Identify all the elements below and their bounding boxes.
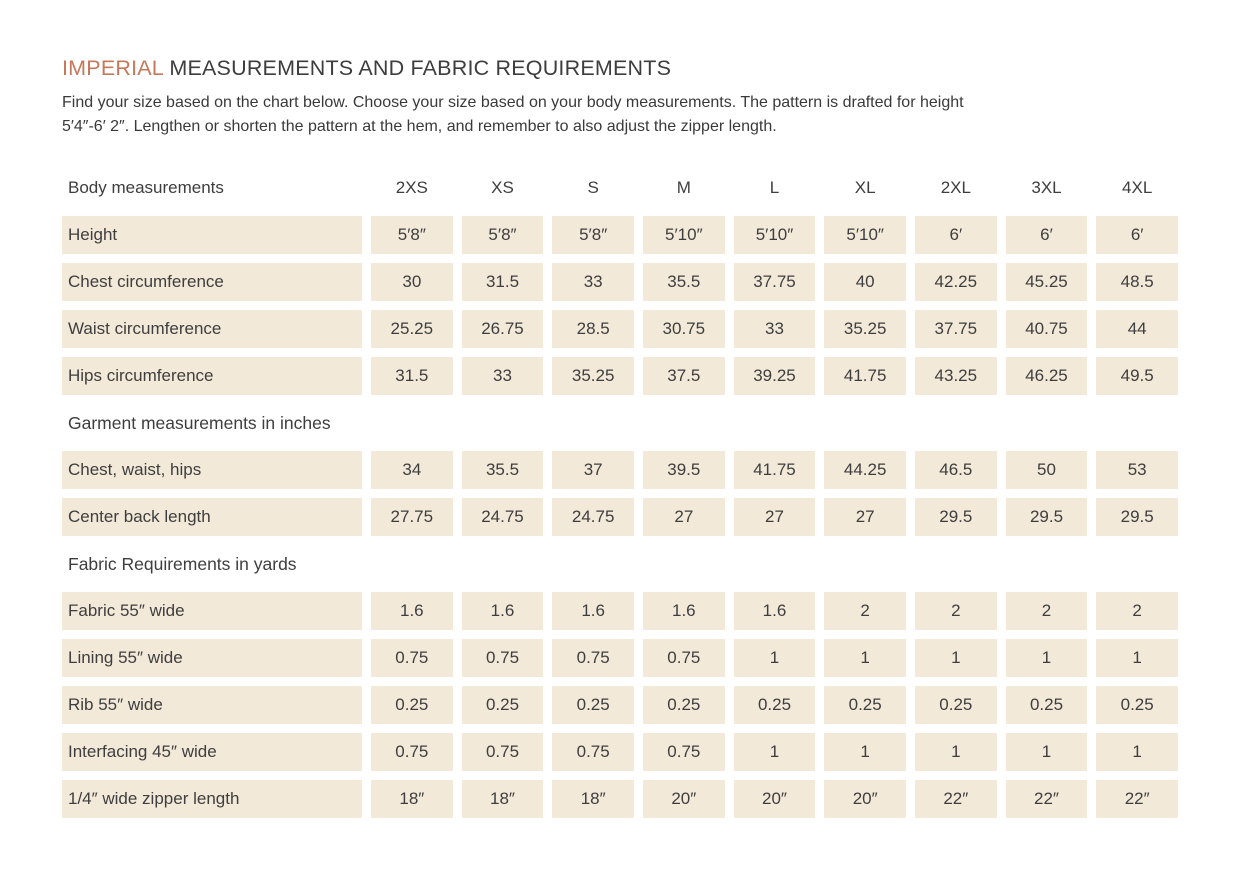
value-cell: 0.75 xyxy=(462,639,544,677)
value-cell: 0.25 xyxy=(824,686,906,724)
value-cell: 35.25 xyxy=(824,310,906,348)
value-cell: 43.25 xyxy=(915,357,997,395)
value-cell: 31.5 xyxy=(462,263,544,301)
value-cell: 37.5 xyxy=(643,357,725,395)
value-cell: 33 xyxy=(462,357,544,395)
value-cell: 20″ xyxy=(643,780,725,818)
value-cell: 0.75 xyxy=(643,733,725,771)
size-column-header-xl: XL xyxy=(854,178,876,197)
value-cell: 26.75 xyxy=(462,310,544,348)
row-label: 1/4″ wide zipper length xyxy=(62,780,362,818)
value-cell: 1.6 xyxy=(643,592,725,630)
value-cell: 44 xyxy=(1096,310,1178,348)
value-cell: 28.5 xyxy=(552,310,634,348)
value-cell: 20″ xyxy=(824,780,906,818)
value-cell: 27 xyxy=(734,498,816,536)
value-cell: 30.75 xyxy=(643,310,725,348)
value-cell: 0.25 xyxy=(915,686,997,724)
value-cell: 0.25 xyxy=(462,686,544,724)
value-cell: 27.75 xyxy=(371,498,453,536)
value-cell: 30 xyxy=(371,263,453,301)
value-cell: 29.5 xyxy=(1006,498,1088,536)
value-cell: 27 xyxy=(643,498,725,536)
value-cell: 1 xyxy=(915,733,997,771)
page-title xyxy=(62,56,1180,81)
value-cell: 22″ xyxy=(915,780,997,818)
value-cell: 5′8″ xyxy=(371,216,453,254)
value-cell: 1 xyxy=(734,639,816,677)
row-label: Waist circumference xyxy=(62,310,362,348)
value-cell: 41.75 xyxy=(734,451,816,489)
value-cell: 5′10″ xyxy=(824,216,906,254)
value-cell: 37.75 xyxy=(734,263,816,301)
size-column-header-s: S xyxy=(587,178,599,197)
value-cell: 1.6 xyxy=(371,592,453,630)
value-cell: 49.5 xyxy=(1096,357,1178,395)
size-column-header-2xs: 2XS xyxy=(395,178,428,197)
section-header: Garment measurements in inches xyxy=(68,412,331,433)
value-cell: 5′8″ xyxy=(552,216,634,254)
value-cell: 2 xyxy=(915,592,997,630)
row-label: Interfacing 45″ wide xyxy=(62,733,362,771)
value-cell: 1.6 xyxy=(734,592,816,630)
row-label: Chest, waist, hips xyxy=(62,451,362,489)
value-cell: 0.25 xyxy=(734,686,816,724)
column-header-body-measurements: Body measurements xyxy=(68,178,224,197)
value-cell: 18″ xyxy=(371,780,453,818)
value-cell: 22″ xyxy=(1006,780,1088,818)
value-cell: 29.5 xyxy=(1096,498,1178,536)
value-cell: 27 xyxy=(824,498,906,536)
value-cell: 1 xyxy=(734,733,816,771)
value-cell: 34 xyxy=(371,451,453,489)
value-cell: 22″ xyxy=(1096,780,1178,818)
value-cell: 0.25 xyxy=(643,686,725,724)
value-cell: 0.25 xyxy=(371,686,453,724)
value-cell: 2 xyxy=(824,592,906,630)
value-cell: 46.25 xyxy=(1006,357,1088,395)
value-cell: 41.75 xyxy=(824,357,906,395)
row-label: Rib 55″ wide xyxy=(62,686,362,724)
value-cell: 0.25 xyxy=(1006,686,1088,724)
value-cell: 6′ xyxy=(1006,216,1088,254)
value-cell: 33 xyxy=(734,310,816,348)
measurements-table xyxy=(62,169,1178,818)
value-cell: 0.75 xyxy=(643,639,725,677)
intro-line-2: 5′4″-6′ 2″. Lengthen or shorten the pattern at the hem, and remember to also adjust the zipper length. xyxy=(62,118,777,135)
value-cell: 5′10″ xyxy=(643,216,725,254)
value-cell: 39.5 xyxy=(643,451,725,489)
size-column-header-l: L xyxy=(769,178,780,197)
value-cell: 39.25 xyxy=(734,357,816,395)
value-cell: 1 xyxy=(915,639,997,677)
value-cell: 0.25 xyxy=(552,686,634,724)
value-cell: 0.75 xyxy=(552,639,634,677)
value-cell: 1.6 xyxy=(552,592,634,630)
size-column-header-2xl: 2XL xyxy=(940,178,971,197)
value-cell: 24.75 xyxy=(552,498,634,536)
value-cell: 5′10″ xyxy=(734,216,816,254)
value-cell: 1 xyxy=(1006,733,1088,771)
value-cell: 35.5 xyxy=(643,263,725,301)
value-cell: 50 xyxy=(1006,451,1088,489)
value-cell: 1 xyxy=(1006,639,1088,677)
value-cell: 25.25 xyxy=(371,310,453,348)
value-cell: 0.75 xyxy=(552,733,634,771)
value-cell: 0.25 xyxy=(1096,686,1178,724)
value-cell: 53 xyxy=(1096,451,1178,489)
section-header: Fabric Requirements in yards xyxy=(68,553,297,574)
value-cell: 31.5 xyxy=(371,357,453,395)
value-cell: 33 xyxy=(552,263,634,301)
intro-line-1: Find your size based on the chart below. Choose your size based on your body measurements. The pattern is drafted for height xyxy=(62,94,964,111)
value-cell: 1.6 xyxy=(462,592,544,630)
value-cell: 2 xyxy=(1096,592,1178,630)
row-label: Chest circumference xyxy=(62,263,362,301)
value-cell: 0.75 xyxy=(371,639,453,677)
value-cell: 2 xyxy=(1006,592,1088,630)
value-cell: 6′ xyxy=(915,216,997,254)
row-label: Lining 55″ wide xyxy=(62,639,362,677)
value-cell: 5′8″ xyxy=(462,216,544,254)
value-cell: 45.25 xyxy=(1006,263,1088,301)
value-cell: 44.25 xyxy=(824,451,906,489)
row-label: Height xyxy=(62,216,362,254)
value-cell: 46.5 xyxy=(915,451,997,489)
value-cell: 37.75 xyxy=(915,310,997,348)
value-cell: 29.5 xyxy=(915,498,997,536)
value-cell: 0.75 xyxy=(462,733,544,771)
size-column-header-3xl: 3XL xyxy=(1031,178,1062,197)
value-cell: 18″ xyxy=(462,780,544,818)
title-highlight: IMPERIAL xyxy=(62,56,164,80)
value-cell: 18″ xyxy=(552,780,634,818)
title-text: MEASUREMENTS AND FABRIC REQUIREMENTS xyxy=(169,56,672,80)
value-cell: 6′ xyxy=(1096,216,1178,254)
size-column-header-xs: XS xyxy=(491,178,514,197)
row-label: Hips circumference xyxy=(62,357,362,395)
value-cell: 40.75 xyxy=(1006,310,1088,348)
value-cell: 37 xyxy=(552,451,634,489)
size-column-header-4xl: 4XL xyxy=(1122,178,1153,197)
row-label: Center back length xyxy=(62,498,362,536)
value-cell: 40 xyxy=(824,263,906,301)
value-cell: 0.75 xyxy=(371,733,453,771)
value-cell: 1 xyxy=(824,639,906,677)
value-cell: 48.5 xyxy=(1096,263,1178,301)
value-cell: 1 xyxy=(1096,639,1178,677)
intro-text xyxy=(62,91,1180,139)
value-cell: 35.25 xyxy=(552,357,634,395)
value-cell: 35.5 xyxy=(462,451,544,489)
value-cell: 42.25 xyxy=(915,263,997,301)
value-cell: 1 xyxy=(824,733,906,771)
value-cell: 1 xyxy=(1096,733,1178,771)
value-cell: 20″ xyxy=(734,780,816,818)
row-label: Fabric 55″ wide xyxy=(62,592,362,630)
size-column-header-m: M xyxy=(676,178,691,197)
value-cell: 24.75 xyxy=(462,498,544,536)
